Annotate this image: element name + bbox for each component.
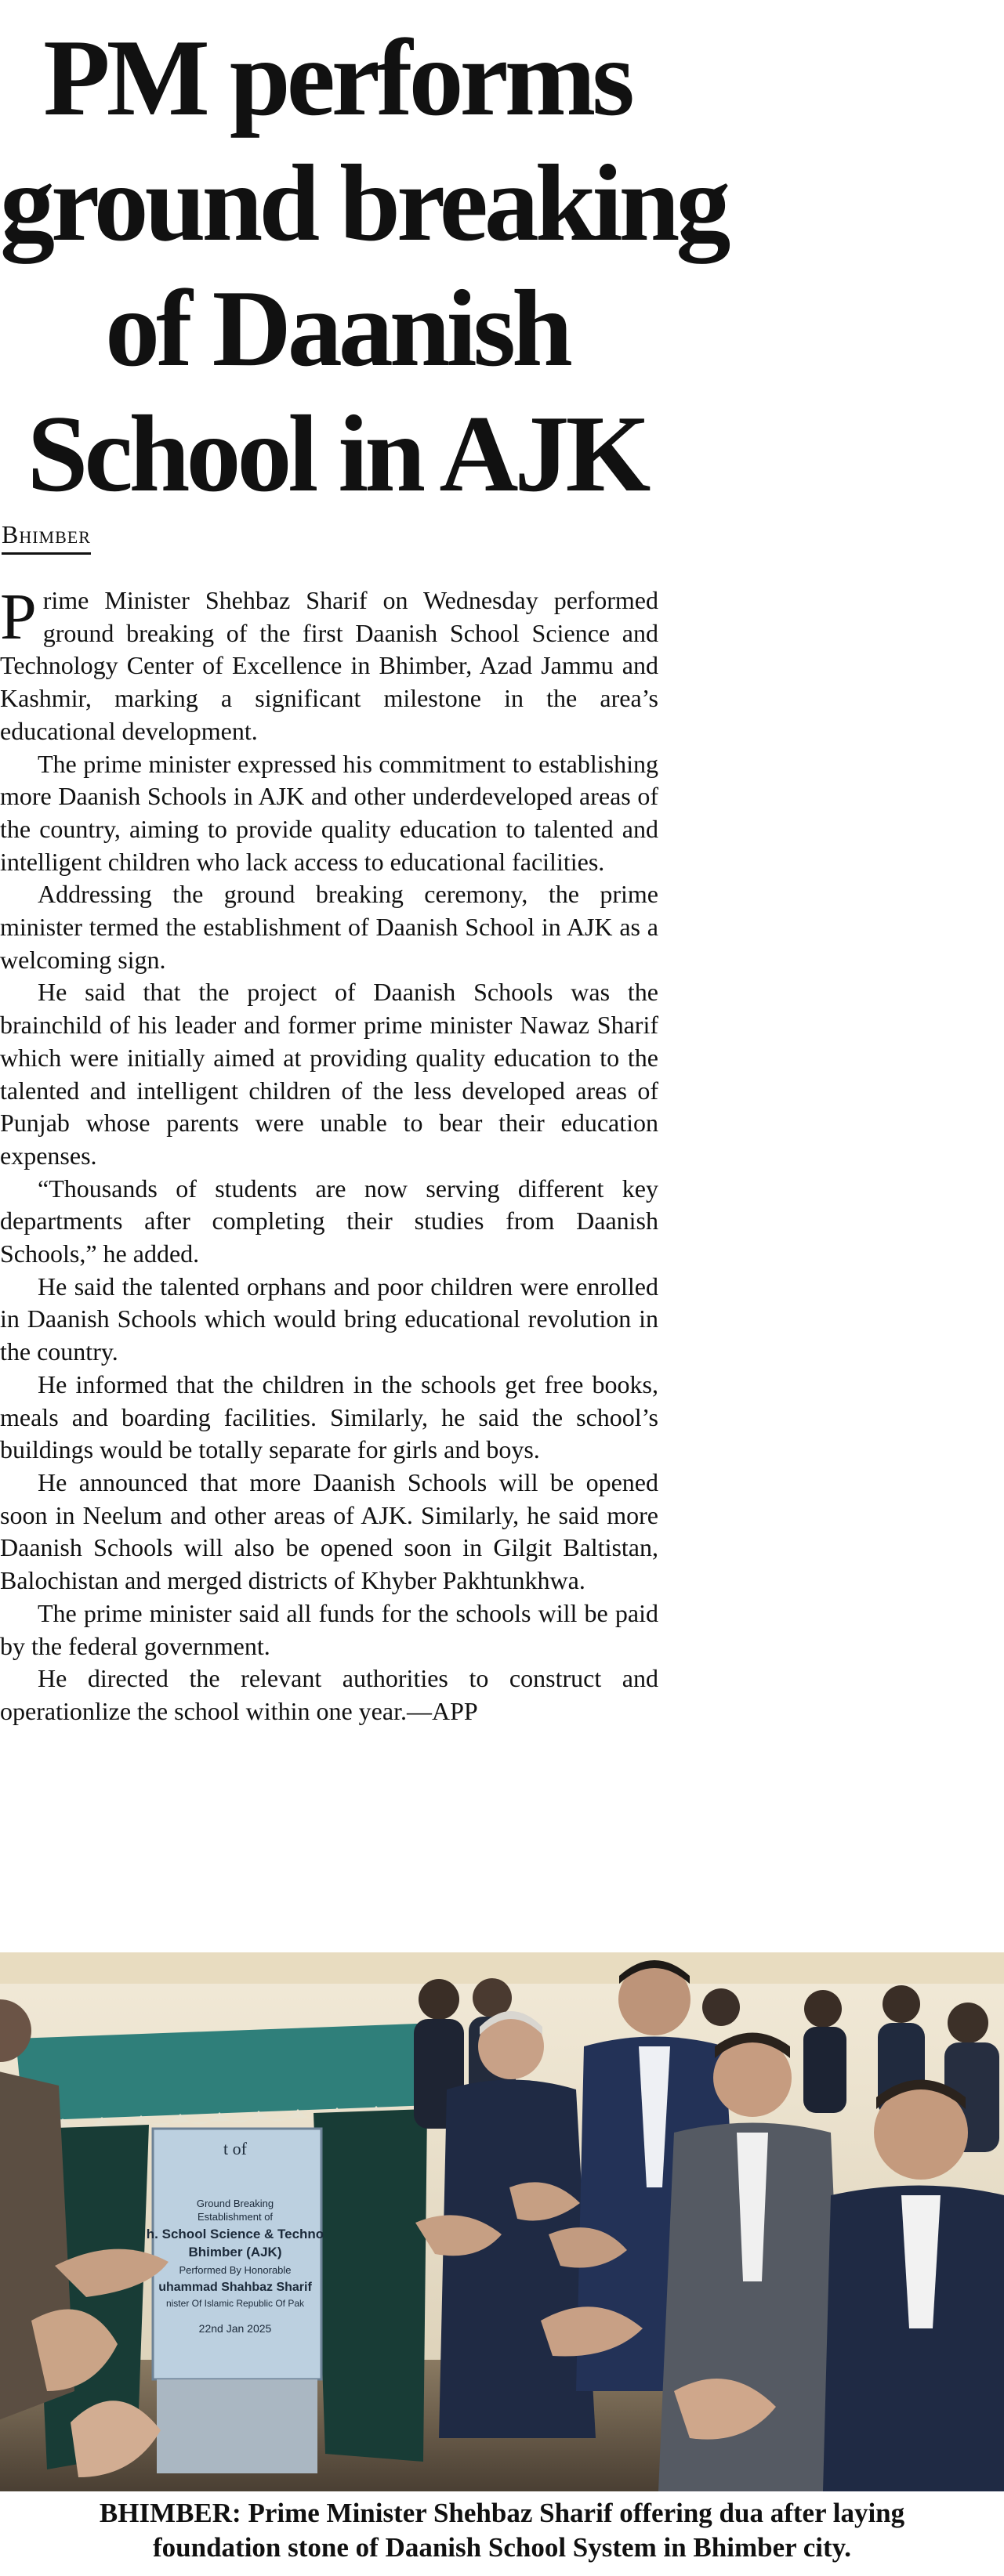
plaque-stand (157, 2379, 317, 2473)
caption-line: foundation stone of Daanish School System in Bhimber city. (152, 2532, 851, 2563)
plaque-text: uhammad Shahbaz Sharif (158, 2281, 312, 2294)
tent-roof (0, 1952, 1004, 1984)
paragraph-text: rime Minister Shehbaz Sharif on Wednesday performed ground breaking of the first Daanish School Science and Technology Center of Excellence in Bhimber, Azad Jammu and Kashmir, marking a significant milestone in the area’s educational development. (0, 586, 658, 745)
headline (0, 16, 727, 517)
article-paragraph: He directed the relevant authorities to construct and operationlize the school within one year.—APP (0, 1664, 658, 1725)
plaque-text: nister Of Islamic Republic Of Pak (165, 2298, 305, 2309)
article-paragraph: He announced that more Daanish Schools will be opened soon in Neelum and other areas of AJK. Similarly, he said more Daanish Schools will also be opened soon in Gilgit Baltistan, Balochistan and merged districts of Khyber Pakhtunkhwa. (0, 1467, 658, 1595)
dateline: Bhimber (2, 520, 91, 555)
caption-line: BHIMBER: Prime Minister Shehbaz Sharif offering dua after laying (99, 2498, 905, 2528)
plaque-text: 22nd Jan 2025 (198, 2322, 272, 2335)
drop-cap: P (0, 581, 37, 653)
article-paragraph: The prime minister expressed his commitment to establishing more Daanish Schools in AJK and other underdeveloped areas of the country, aiming to provide quality education to talented and intelligent children who lack access to educational facilities. (0, 749, 658, 876)
article-body (0, 581, 658, 1728)
plaque-canopy (16, 2023, 439, 2121)
article-paragraph: “Thousands of students are now serving different key departments after completing their studies from Daanish Schools,” he added. (0, 1174, 658, 1268)
article-paragraph: He informed that the children in the schools get free books, meals and boarding facilities. Similarly, he said the school’s buildings would be totally separate for girls and boys. (0, 1369, 658, 1464)
plaque-text: h. School Science & Techno (146, 2227, 324, 2241)
photo-illustration (0, 1952, 1004, 2491)
plaque-text: Ground Breaking (196, 2198, 274, 2209)
article-paragraph: The prime minister said all funds for the schools will be paid by the federal government. (0, 1598, 658, 1660)
headline-line: School in AJK (27, 393, 647, 515)
article-paragraph: He said that the project of Daanish Schools was the brainchild of his leader and former prime minister Nawaz Sharif which were initially aimed at providing quality education to the talented and intelligent children of the less developed areas of Punjab whose parents were unable to bear their education expenses. (0, 978, 658, 1170)
plaque-text: Establishment of (197, 2211, 274, 2223)
news-photo (0, 1952, 1004, 2491)
plaque-text: t of (223, 2139, 247, 2158)
photo-caption (0, 2496, 1004, 2565)
headline-line: of Daanish (105, 268, 569, 389)
article-paragraph: Addressing the ground breaking ceremony, the prime minister termed the establishment of Daanish School in AJK as a welcoming sign. (0, 880, 658, 974)
headline-line: ground breaking (0, 143, 727, 264)
article-paragraph (0, 581, 658, 748)
plaque-text: Bhimber (AJK) (188, 2245, 282, 2259)
curtain-right (314, 2109, 427, 2462)
headline-line: PM performs (43, 17, 631, 139)
article-paragraph: He said the talented orphans and poor children were enrolled in Daanish Schools which would bring educational revolution in the country. (0, 1272, 658, 1366)
plaque-text: Performed By Honorable (179, 2264, 292, 2276)
